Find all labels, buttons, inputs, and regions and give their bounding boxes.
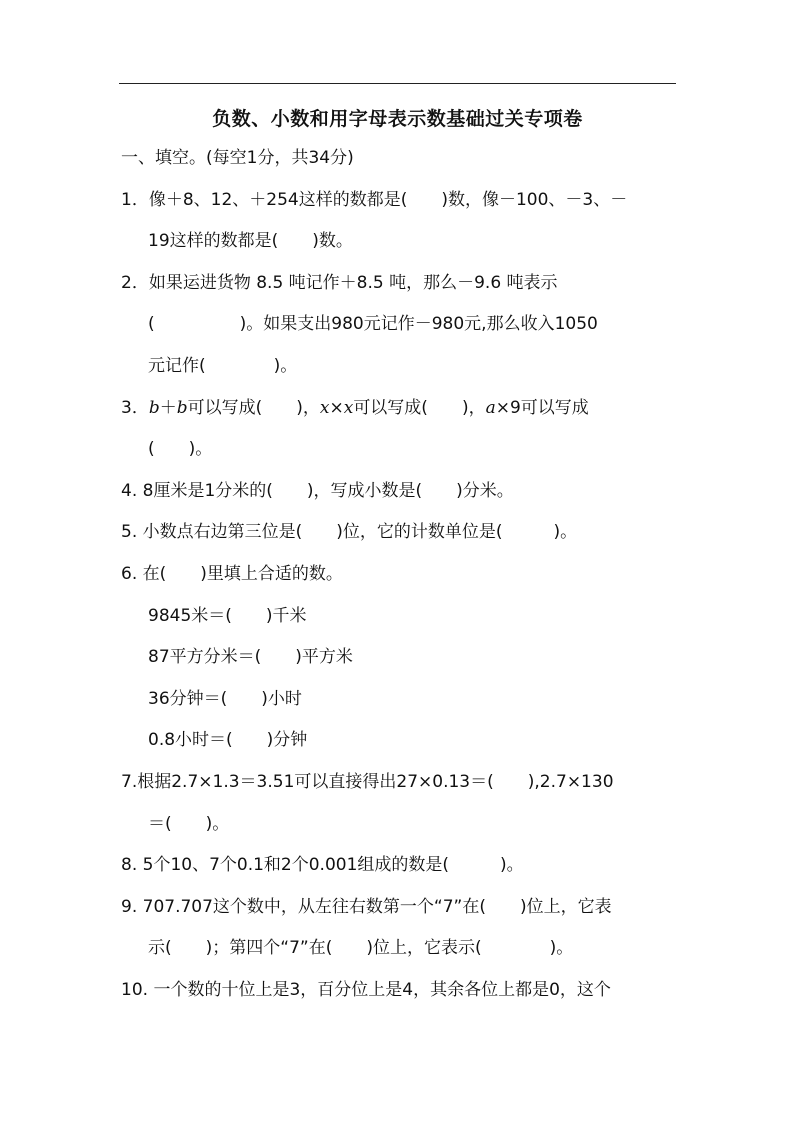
- question-6: 6. 在( )里填上合适的数。: [121, 564, 343, 584]
- question-3-line-1: [121, 396, 589, 420]
- variable-x: x: [319, 398, 330, 418]
- question-6-item-4: 0.8小时＝( )分钟: [148, 730, 308, 750]
- header-rule: [119, 83, 676, 84]
- question-6-item-3: 36分钟＝( )小时: [148, 689, 302, 709]
- variable-a: a: [485, 398, 496, 418]
- question-4: 4. 8厘米是1分米的( )，写成小数是( )分米。: [121, 481, 514, 501]
- q3-text-1: 可以写成( )，: [187, 398, 320, 418]
- question-2-line-2: ( )。如果支出980元记作－980元,那么收入1050: [148, 314, 598, 334]
- page-title: 负数、小数和用字母表示数基础过关专项卷: [212, 108, 583, 130]
- q3-text-3: ×9可以写成: [495, 398, 589, 418]
- question-3-number: 3．: [121, 398, 149, 418]
- question-8: 8. 5个10、7个0.1和2个0.001组成的数是( )。: [121, 855, 524, 875]
- variable-b-2: b: [176, 398, 188, 418]
- question-7-line-1: 7.根据2.7×1.3＝3.51可以直接得出27×0.13＝( ),2.7×130: [121, 772, 614, 792]
- question-2-line-3: 元记作( )。: [148, 356, 298, 376]
- question-10-line-1: 10. 一个数的十位上是3，百分位上是4，其余各位上都是0，这个: [121, 980, 611, 1000]
- variable-b: b: [148, 398, 160, 418]
- times-sign: ×: [329, 398, 344, 418]
- question-1-line-2: 19这样的数都是( )数。: [148, 231, 353, 251]
- section-heading: 一、填空。(每空1分，共34分): [121, 148, 354, 168]
- question-6-item-2: 87平方分米＝( )平方米: [148, 647, 353, 667]
- question-1-line-1: 1．像＋8、12、＋254这样的数都是( )数，像－100、－3、－: [121, 190, 628, 210]
- question-9-line-2: 示( )；第四个“7”在( )位上，它表示( )。: [148, 938, 574, 958]
- question-6-item-1: 9845米＝( )千米: [148, 606, 307, 626]
- question-3-line-2: ( )。: [148, 439, 213, 459]
- question-9-line-1: 9. 707.707这个数中，从左往右数第一个“7”在( )位上，它表: [121, 897, 612, 917]
- question-7-line-2: ＝( )。: [148, 814, 230, 834]
- q3-text-2: 可以写成( )，: [353, 398, 486, 418]
- variable-x-2: x: [343, 398, 354, 418]
- plus-sign: ＋: [159, 398, 177, 418]
- question-5: 5. 小数点右边第三位是( )位，它的计数单位是( )。: [121, 522, 578, 542]
- question-2-line-1: 2．如果运进货物 8.5 吨记作＋8.5 吨，那么－9.6 吨表示: [121, 273, 558, 293]
